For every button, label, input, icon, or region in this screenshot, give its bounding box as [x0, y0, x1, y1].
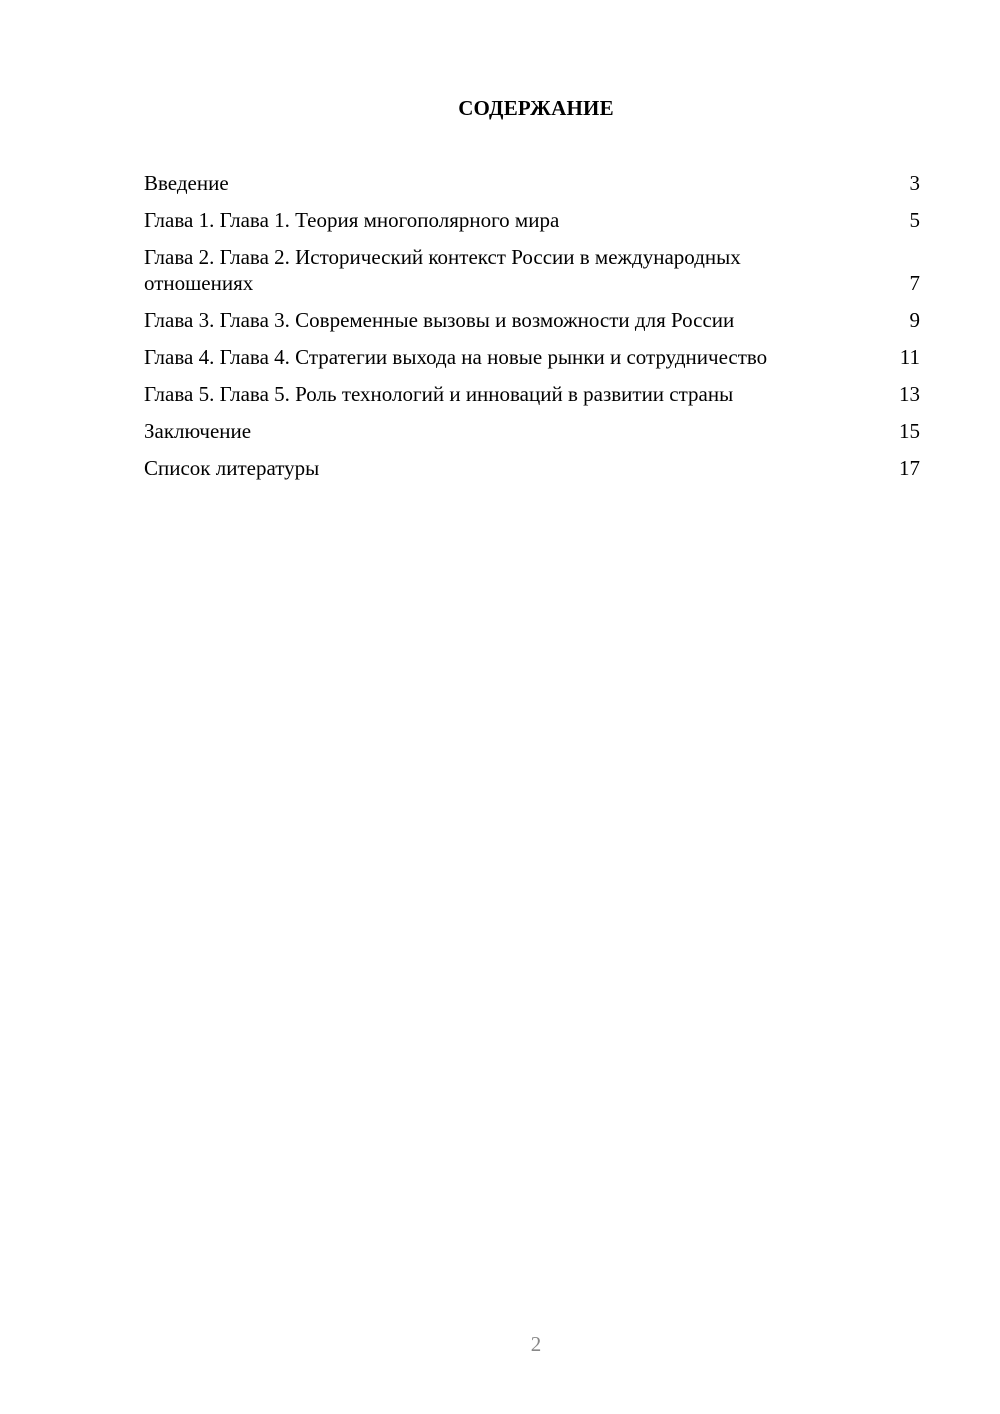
toc-entry-label: Глава 5. Глава 5. Роль технологий и инноваций в развитии страны [144, 382, 734, 406]
toc-entry-page-number: 9 [909, 308, 920, 332]
toc-entry-label: Глава 2. Глава 2. Исторический контекст России в международных отношениях [144, 245, 741, 295]
toc-entry-label: Глава 3. Глава 3. Современные вызовы и возможности для России [144, 308, 735, 332]
page-title: СОДЕРЖАНИЕ [458, 96, 614, 120]
toc-entry-label: Заключение [144, 419, 252, 443]
toc-entry-label: Список литературы [144, 456, 320, 480]
table-of-contents [144, 170, 920, 492]
toc-entry-page-number: 17 [899, 456, 920, 480]
toc-entry-page-number: 13 [899, 382, 920, 406]
toc-entry-page-number: 11 [899, 345, 920, 369]
toc-entry-page-number: 15 [899, 419, 920, 443]
toc-entry-page-number: 7 [909, 271, 920, 295]
toc-entry-chapter-4[interactable] [144, 344, 920, 370]
toc-entry-bibliography[interactable] [144, 455, 920, 481]
toc-entry-page-number: 5 [909, 208, 920, 232]
toc-entry-label: Глава 1. Глава 1. Теория многополярного мира [144, 208, 560, 232]
toc-entry-chapter-5[interactable] [144, 381, 920, 407]
page-number: 2 [530, 1332, 542, 1356]
toc-entry-introduction[interactable] [144, 170, 920, 196]
toc-entry-chapter-3[interactable] [144, 307, 920, 333]
toc-entry-label: Глава 4. Глава 4. Стратегии выхода на новые рынки и сотрудничество [144, 345, 768, 369]
toc-entry-conclusion[interactable] [144, 418, 920, 444]
toc-entry-chapter-1[interactable] [144, 207, 920, 233]
toc-entry-chapter-2[interactable] [144, 244, 920, 296]
toc-entry-label: Введение [144, 171, 229, 195]
toc-entry-page-number: 3 [909, 171, 920, 195]
